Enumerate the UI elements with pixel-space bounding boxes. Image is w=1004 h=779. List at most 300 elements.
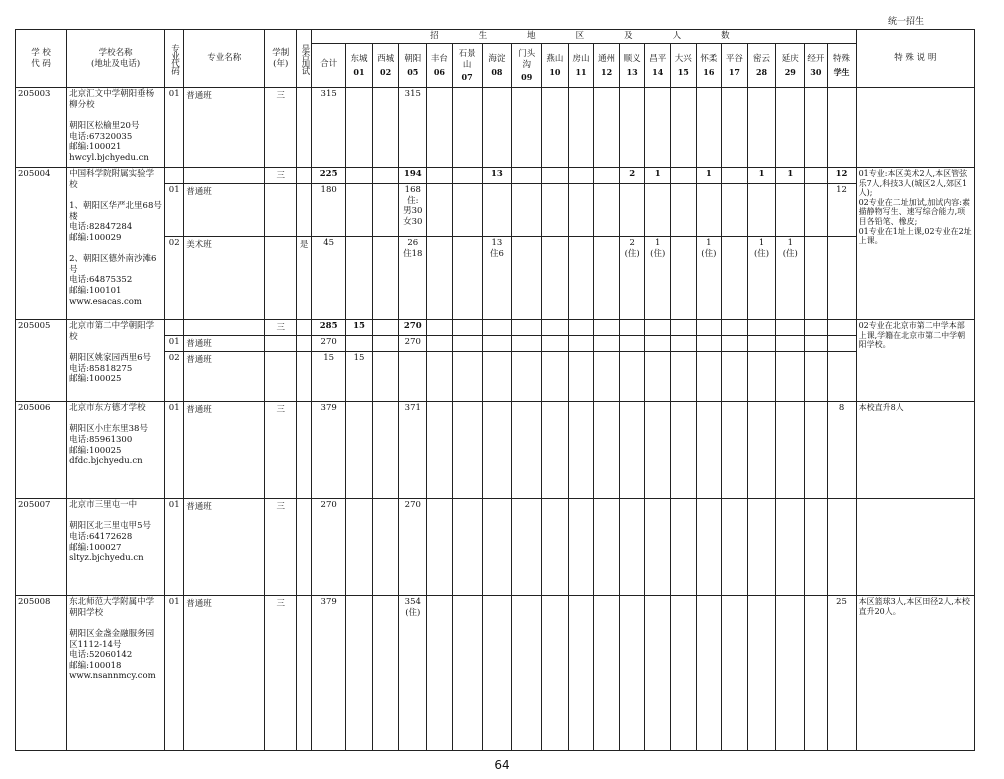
header-region [805, 44, 827, 88]
region-count: 15 [312, 352, 346, 402]
table-row [16, 320, 975, 336]
header-region-code: 14 [652, 66, 664, 77]
region-count: 285 [312, 320, 346, 336]
header-region-code: 13 [626, 66, 638, 77]
region-count: 379 [312, 596, 346, 751]
major-code: 01 [165, 499, 184, 596]
major-name: 普通班 [184, 596, 265, 751]
region-count [452, 499, 482, 596]
page-number: 64 [494, 758, 510, 772]
header-school-code: 学 校 代 码 [16, 30, 67, 88]
major-code: 02 [165, 352, 184, 402]
region-count [427, 596, 453, 751]
region-count [696, 352, 722, 402]
major-code: 01 [165, 596, 184, 751]
region-count: 354 (住) [399, 596, 427, 751]
region-count [696, 184, 722, 237]
region-count: 2 (住) [619, 237, 645, 320]
table-row [16, 168, 975, 184]
region-count [542, 352, 569, 402]
header-region-code: 09 [521, 72, 533, 83]
table-row [16, 499, 975, 596]
region-count [722, 352, 748, 402]
duration: 三 [265, 402, 297, 499]
extra-exam [297, 336, 312, 352]
region-count [805, 596, 827, 751]
region-count [827, 237, 856, 320]
admissions-table [15, 29, 975, 751]
region-count [542, 336, 569, 352]
region-count: 1 (住) [776, 237, 805, 320]
extra-exam [297, 320, 312, 336]
region-count [747, 402, 776, 499]
region-count [805, 168, 827, 184]
region-count [671, 499, 697, 596]
region-count [427, 352, 453, 402]
region-count [619, 320, 645, 336]
region-count [482, 336, 512, 352]
region-count [747, 184, 776, 237]
header-duration: 学制 (年) [265, 30, 297, 88]
region-count: 1 (住) [747, 237, 776, 320]
region-count [747, 499, 776, 596]
region-count [542, 499, 569, 596]
region-count [594, 499, 620, 596]
header-region-name: 昌平 [649, 54, 667, 65]
header-region [346, 44, 373, 88]
region-count [645, 184, 671, 237]
region-count [452, 88, 482, 168]
region-count [346, 336, 373, 352]
major-name: 普通班 [184, 336, 265, 352]
region-count [696, 402, 722, 499]
major-code: 01 [165, 402, 184, 499]
region-count: 25 [827, 596, 856, 751]
region-count [671, 596, 697, 751]
special-notes [856, 499, 974, 596]
region-count [482, 88, 512, 168]
region-count: 1 [645, 168, 671, 184]
region-count: 225 [312, 168, 346, 184]
admissions-table-wrap [15, 29, 975, 754]
region-count [671, 237, 697, 320]
region-count [722, 499, 748, 596]
extra-exam: 是 [297, 237, 312, 320]
region-count [568, 88, 594, 168]
header-row-top [16, 30, 975, 44]
header-region-name: 平谷 [725, 54, 743, 65]
header-region-name: 朝阳 [404, 54, 422, 65]
region-count: 315 [312, 88, 346, 168]
region-count: 270 [312, 499, 346, 596]
duration: 三 [265, 320, 297, 336]
region-count [619, 596, 645, 751]
header-region-name: 房山 [572, 54, 590, 65]
region-count [776, 184, 805, 237]
duration [265, 184, 297, 237]
region-count: 1 (住) [696, 237, 722, 320]
region-count [542, 168, 569, 184]
header-region-code: 29 [784, 66, 796, 77]
region-count [671, 352, 697, 402]
header-region-code: 02 [380, 66, 392, 77]
region-count [594, 88, 620, 168]
region-count [594, 402, 620, 499]
region-count [671, 184, 697, 237]
region-count [805, 402, 827, 499]
region-count [645, 320, 671, 336]
region-count [696, 499, 722, 596]
header-region [827, 44, 856, 88]
region-count [482, 184, 512, 237]
region-count [452, 184, 482, 237]
header-region-code: 28 [755, 66, 768, 77]
major-code: 01 [165, 336, 184, 352]
region-count [512, 320, 542, 336]
region-count [747, 352, 776, 402]
duration: 三 [265, 596, 297, 751]
school-code: 205003 [16, 88, 67, 168]
header-notes: 特 殊 说 明 [856, 30, 974, 88]
school-code: 205006 [16, 402, 67, 499]
region-count [827, 499, 856, 596]
header-region [542, 44, 569, 88]
region-count [671, 88, 697, 168]
header-region-name: 东城 [350, 54, 368, 65]
special-notes: 本校直升8人 [856, 402, 974, 499]
header-region-code: 30 [810, 66, 822, 77]
region-count [805, 336, 827, 352]
region-count: 13 住6 [482, 237, 512, 320]
region-count [594, 336, 620, 352]
duration [265, 352, 297, 402]
region-count [776, 596, 805, 751]
region-count [722, 596, 748, 751]
region-count [776, 352, 805, 402]
region-count: 270 [399, 499, 427, 596]
region-count [512, 596, 542, 751]
region-count: 194 [399, 168, 427, 184]
region-count [722, 184, 748, 237]
header-region-name: 丰台 [430, 54, 448, 65]
region-count [452, 402, 482, 499]
school-name: 东北师范大学附属中学朝阳学校 朝阳区金盏金融服务园区1112-14号 电话:52060142 邮编:100018 www.nsannmcy.com [67, 596, 165, 751]
region-count [722, 320, 748, 336]
region-count [568, 237, 594, 320]
major-code: 01 [165, 88, 184, 168]
region-count [372, 320, 399, 336]
region-count [594, 237, 620, 320]
header-region [696, 44, 722, 88]
header-region-code: 16 [703, 66, 715, 77]
region-count [542, 184, 569, 237]
region-count [747, 336, 776, 352]
region-count [594, 320, 620, 336]
region-count [619, 336, 645, 352]
region-count [805, 237, 827, 320]
header-region-code: 10 [549, 66, 561, 77]
header-region [619, 44, 645, 88]
region-count [722, 402, 748, 499]
region-count [427, 402, 453, 499]
region-count [482, 596, 512, 751]
special-notes: 本区篮球3人,本区田径2人,本校直升20人。 [856, 596, 974, 751]
region-count [452, 237, 482, 320]
region-count [427, 336, 453, 352]
region-count [482, 499, 512, 596]
major-code [165, 168, 184, 184]
region-count: 1 [747, 168, 776, 184]
header-region-name: 合计 [320, 59, 338, 70]
region-count [645, 336, 671, 352]
school-code: 205007 [16, 499, 67, 596]
header-region [399, 44, 427, 88]
extra-exam [297, 402, 312, 499]
special-notes: 01专业:本区美术2人,本区管弦乐7人,科技3人(城区2人,郊区1人); 02专业在二址加试,加试内容:素描静物写生、速写综合能力,项目各铅笔、橡皮; 01专业在1址上课,02专业在2址上课。 [856, 168, 974, 320]
region-count [568, 168, 594, 184]
region-count [372, 88, 399, 168]
region-count [427, 237, 453, 320]
region-count [594, 184, 620, 237]
region-count [645, 352, 671, 402]
extra-exam [297, 596, 312, 751]
region-count [696, 336, 722, 352]
duration: 三 [265, 168, 297, 184]
header-region-code: 15 [677, 66, 689, 77]
region-count [568, 402, 594, 499]
region-count [568, 352, 594, 402]
region-count [696, 88, 722, 168]
region-count [776, 499, 805, 596]
region-count [594, 596, 620, 751]
region-count [776, 336, 805, 352]
region-count: 26 住18 [399, 237, 427, 320]
region-count: 1 [696, 168, 722, 184]
extra-exam [297, 184, 312, 237]
region-count [452, 352, 482, 402]
region-count [645, 499, 671, 596]
duration [265, 336, 297, 352]
header-region [427, 44, 453, 88]
region-count [722, 336, 748, 352]
region-count: 270 [399, 320, 427, 336]
major-code: 02 [165, 237, 184, 320]
region-count: 180 [312, 184, 346, 237]
region-count [619, 184, 645, 237]
header-region-name: 顺义 [623, 54, 641, 65]
special-notes: 02专业在北京市第二中学本部上课,学籍在北京市第二中学朝阳学校。 [856, 320, 974, 402]
header-region-code: 学生 [833, 66, 850, 77]
region-count [346, 184, 373, 237]
header-region [452, 44, 482, 88]
region-count: 1 (住) [645, 237, 671, 320]
region-count [645, 596, 671, 751]
region-count [372, 237, 399, 320]
region-count [827, 336, 856, 352]
duration [265, 237, 297, 320]
header-region [372, 44, 399, 88]
region-count [568, 320, 594, 336]
header-region-code: 11 [575, 66, 587, 77]
region-count [805, 184, 827, 237]
corner-label: 统一招生 [887, 17, 924, 27]
region-count [372, 184, 399, 237]
region-count [619, 352, 645, 402]
header-region-name: 密云 [753, 54, 771, 65]
region-count [512, 499, 542, 596]
region-count [372, 499, 399, 596]
header-region-code: 17 [728, 66, 740, 77]
region-count: 15 [346, 320, 373, 336]
region-count [452, 168, 482, 184]
region-count: 1 [776, 168, 805, 184]
header-region-name: 特殊 [833, 54, 851, 65]
region-count: 45 [312, 237, 346, 320]
region-count [512, 237, 542, 320]
header-school-name: 学校名称 (地址及电话) [67, 30, 165, 88]
region-count [372, 352, 399, 402]
major-code [165, 320, 184, 336]
school-name: 北京市第二中学朝阳学校 朝阳区姚家园西里6号 电话:85818275 邮编:100025 [67, 320, 165, 402]
region-count [722, 237, 748, 320]
region-count [482, 320, 512, 336]
region-count: 12 [827, 184, 856, 237]
major-name: 普通班 [184, 402, 265, 499]
region-count: 270 [312, 336, 346, 352]
region-count: 379 [312, 402, 346, 499]
region-count [542, 88, 569, 168]
region-count [805, 352, 827, 402]
region-count [452, 320, 482, 336]
school-code: 205005 [16, 320, 67, 402]
header-major-name: 专业名称 [184, 30, 265, 88]
header-region-name: 延庆 [781, 54, 799, 65]
region-count [372, 336, 399, 352]
header-region-name: 大兴 [674, 54, 692, 65]
region-count: 15 [346, 352, 373, 402]
header-region-title: 招生地区及人数 [312, 30, 856, 44]
region-count [512, 88, 542, 168]
major-name [184, 320, 265, 336]
region-count [427, 88, 453, 168]
school-name: 中国科学院附属实验学校 1、朝阳区华严北里68号楼 电话:82847284 邮编:100029 2、朝阳区德外南沙滩6号 电话:64875352 邮编:100101 www.esacas.com [67, 168, 165, 320]
header-region [722, 44, 748, 88]
region-count [696, 596, 722, 751]
region-count [747, 596, 776, 751]
header-extra-exam [297, 30, 312, 88]
region-count: 371 [399, 402, 427, 499]
region-count [776, 320, 805, 336]
header-extra-exam-text: 是否加试 [299, 43, 310, 74]
header-major-code-text: 专业代码 [169, 43, 180, 74]
header-major-code [165, 30, 184, 88]
region-count [619, 88, 645, 168]
school-name: 北京汇文中学朝阳垂杨柳分校 朝阳区松榆里20号 电话:67320035 邮编:100021 hwcyl.bjchyedu.cn [67, 88, 165, 168]
region-count [594, 168, 620, 184]
header-region-code: 12 [601, 66, 613, 77]
region-count [399, 352, 427, 402]
region-count [512, 402, 542, 499]
header-region-code: 08 [491, 66, 503, 77]
extra-exam [297, 88, 312, 168]
region-count: 270 [399, 336, 427, 352]
region-count [372, 596, 399, 751]
header-region [671, 44, 697, 88]
region-count [568, 596, 594, 751]
table-row [16, 596, 975, 751]
region-count [512, 184, 542, 237]
region-count [346, 237, 373, 320]
region-count [568, 184, 594, 237]
region-count [805, 320, 827, 336]
extra-exam [297, 168, 312, 184]
region-count [542, 320, 569, 336]
header-region-name: 通州 [598, 54, 616, 65]
header-region [645, 44, 671, 88]
region-count [452, 336, 482, 352]
school-name: 北京市东方德才学校 朝阳区小庄东里38号 电话:85961300 邮编:100025 dfdc.bjchyedu.cn [67, 402, 165, 499]
header-region [482, 44, 512, 88]
region-count [671, 320, 697, 336]
school-code: 205004 [16, 168, 67, 320]
extra-exam [297, 352, 312, 402]
header-region-name: 门头沟 [518, 48, 536, 70]
region-count [747, 88, 776, 168]
region-count [827, 352, 856, 402]
region-count [346, 88, 373, 168]
header-region [312, 44, 346, 88]
extra-exam [297, 499, 312, 596]
region-count [512, 168, 542, 184]
region-count: 2 [619, 168, 645, 184]
header-region-name: 燕山 [546, 54, 564, 65]
region-count [512, 352, 542, 402]
region-count [805, 499, 827, 596]
region-count [645, 88, 671, 168]
region-count [542, 237, 569, 320]
region-count: 8 [827, 402, 856, 499]
header-region-name: 经开 [807, 54, 825, 65]
header-region-code: 05 [407, 66, 419, 77]
duration: 三 [265, 88, 297, 168]
header-region [512, 44, 542, 88]
header-region [776, 44, 805, 88]
region-count [346, 499, 373, 596]
region-count [619, 402, 645, 499]
major-name: 美术班 [184, 237, 265, 320]
school-code: 205008 [16, 596, 67, 751]
region-count [747, 320, 776, 336]
region-count [827, 320, 856, 336]
region-count [568, 336, 594, 352]
major-name: 普通班 [184, 499, 265, 596]
region-count [594, 352, 620, 402]
region-count [482, 352, 512, 402]
header-region-name: 海淀 [488, 54, 506, 65]
major-name [184, 168, 265, 184]
region-count [619, 499, 645, 596]
region-count [776, 88, 805, 168]
header-region-name: 西城 [377, 54, 395, 65]
region-count [482, 402, 512, 499]
region-count [671, 402, 697, 499]
duration: 三 [265, 499, 297, 596]
region-count: 12 [827, 168, 856, 184]
region-count [542, 596, 569, 751]
region-count [427, 320, 453, 336]
header-region-code: 06 [433, 66, 445, 77]
region-count [696, 320, 722, 336]
